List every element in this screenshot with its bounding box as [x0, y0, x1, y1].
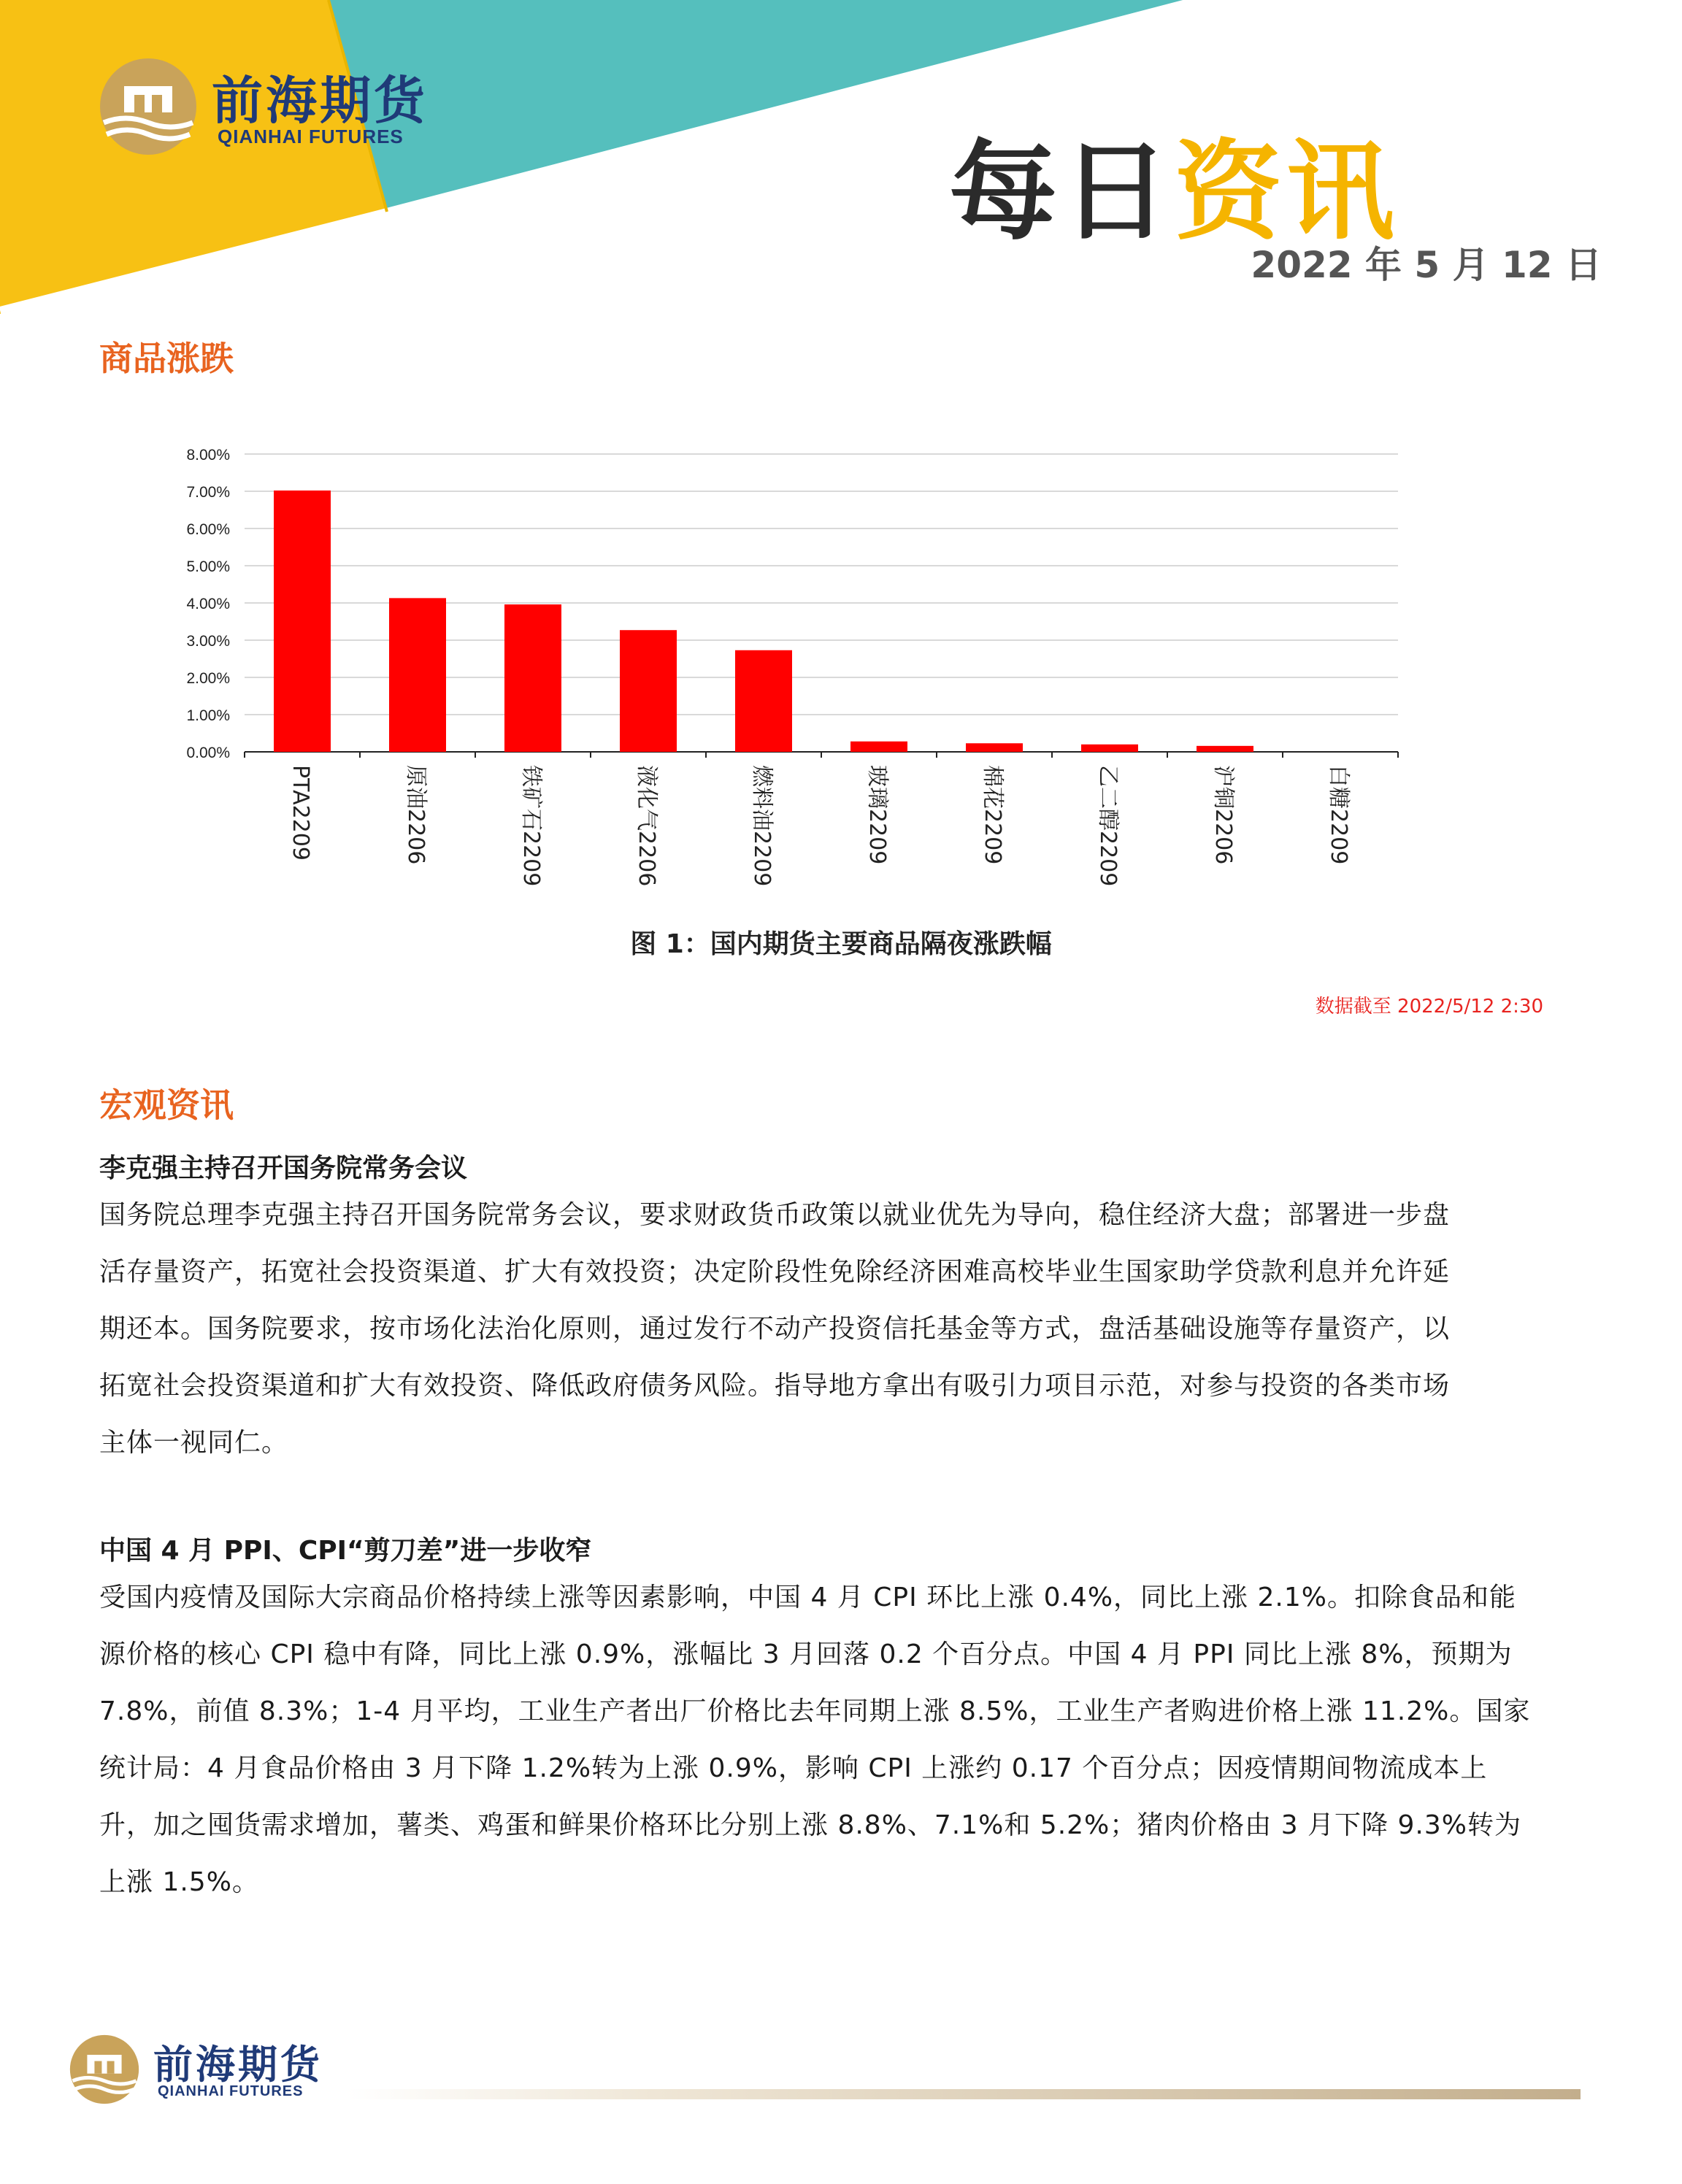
bar — [504, 604, 561, 752]
x-category-label: 乙二醇2209 — [1095, 765, 1121, 887]
y-tick-label: 7.00% — [186, 484, 230, 501]
y-tick-label: 6.00% — [186, 521, 230, 538]
article-body — [99, 1187, 1559, 1472]
figure-caption: 图 1：国内期货主要商品隔夜涨跌幅 — [630, 929, 1052, 959]
article-line: 7.8%，前值 8.3%；1-4 月平均，工业生产者出厂价格比去年同期上涨 8.5%，工业生产者购进价格上涨 11.2%。国家 — [99, 1696, 1531, 1726]
brand-logo-icon — [93, 55, 203, 158]
y-tick-label: 2.00% — [186, 670, 230, 687]
article-line: 上涨 1.5%。 — [99, 1867, 259, 1897]
article-line: 源价格的核心 CPI 稳中有降，同比上涨 0.9%，涨幅比 3 月回落 0.2 个百分点。中国 4 月 PPI 同比上涨 8%，预期为 — [99, 1639, 1513, 1669]
bar — [620, 630, 677, 752]
x-category-label: PTA2209 — [288, 765, 313, 861]
page-title-part1: 每日 — [949, 129, 1174, 255]
article-line: 升，加之囤货需求增加，薯类、鸡蛋和鲜果价格环比分别上涨 8.8%、7.1%和 5.2%；猪肉价格由 3 月下降 9.3%转为 — [99, 1810, 1521, 1840]
bar — [735, 650, 792, 752]
page-title-part2: 资讯 — [1174, 129, 1399, 255]
article-line: 期还本。国务院要求，按市场化法治化原则，通过发行不动产投资信托基金等方式，盘活基础设施等存量资产，以 — [99, 1314, 1451, 1344]
commodity-bar-chart — [146, 431, 1424, 898]
x-category-label: 玻璃2209 — [864, 765, 890, 865]
y-tick-label: 1.00% — [186, 707, 230, 724]
section-heading-macro: 宏观资讯 — [99, 1085, 234, 1125]
x-category-label: 铁矿石2209 — [518, 765, 544, 887]
article-title: 李克强主持召开国务院常务会议 — [99, 1153, 468, 1183]
footer-brand-name-cn: 前海期货 — [153, 2041, 323, 2088]
bar — [389, 598, 446, 752]
footer-divider — [347, 2089, 1581, 2099]
article-title: 中国 4 月 PPI、CPI“剪刀差”进一步收窄 — [99, 1536, 592, 1566]
x-category-label: 原油2206 — [403, 765, 429, 865]
report-date: 2022 年 5 月 12 日 — [1251, 244, 1602, 286]
article-line: 国务院总理李克强主持召开国务院常务会议，要求财政货币政策以就业优先为导向，稳住经济大盘；部署进一步盘 — [99, 1200, 1451, 1230]
y-tick-label: 5.00% — [186, 558, 230, 575]
bar — [1081, 745, 1138, 752]
x-category-label: 沪铜2206 — [1210, 765, 1236, 865]
article-body — [99, 1569, 1559, 1911]
article-line: 拓宽社会投资渠道和扩大有效投资、降低政府债务风险。指导地方拿出有吸引力项目示范，对参与投资的各类市场 — [99, 1371, 1451, 1401]
x-category-label: 棉花2209 — [980, 765, 1005, 865]
x-category-label: 白糖2209 — [1326, 765, 1351, 865]
y-tick-label: 8.00% — [186, 447, 230, 464]
bar — [850, 742, 907, 752]
x-category-label: 燃料油2209 — [749, 765, 775, 887]
footer-logo-icon — [64, 2033, 145, 2106]
bar — [274, 491, 331, 752]
data-cutoff-note: 数据截至 2022/5/12 2:30 — [1315, 996, 1543, 1018]
section-heading-commodities: 商品涨跌 — [99, 339, 234, 378]
y-tick-label: 0.00% — [186, 745, 230, 761]
chart-svg — [146, 431, 1424, 898]
article-line: 受国内疫情及国际大宗商品价格持续上涨等因素影响，中国 4 月 CPI 环比上涨 0.4%，同比上涨 2.1%。扣除食品和能 — [99, 1583, 1516, 1612]
bar — [966, 743, 1023, 752]
article-line: 统计局：4 月食品价格由 3 月下降 1.2%转为上涨 0.9%，影响 CPI 上涨约 0.17 个百分点；因疫情期间物流成本上 — [99, 1753, 1488, 1783]
article-line: 主体一视同仁。 — [99, 1428, 289, 1458]
y-tick-label: 4.00% — [186, 596, 230, 612]
y-tick-label: 3.00% — [186, 633, 230, 650]
x-category-label: 液化气2206 — [634, 765, 659, 887]
article-line: 活存量资产，拓宽社会投资渠道、扩大有效投资；决定阶段性免除经济困难高校毕业生国家助学贷款利息并允许延 — [99, 1257, 1451, 1287]
bar — [1197, 746, 1253, 752]
footer-brand-name-en: QIANHAI FUTURES — [158, 2083, 304, 2099]
brand-name-cn: 前海期货 — [212, 70, 428, 131]
brand-name-en: QIANHAI FUTURES — [218, 126, 404, 147]
